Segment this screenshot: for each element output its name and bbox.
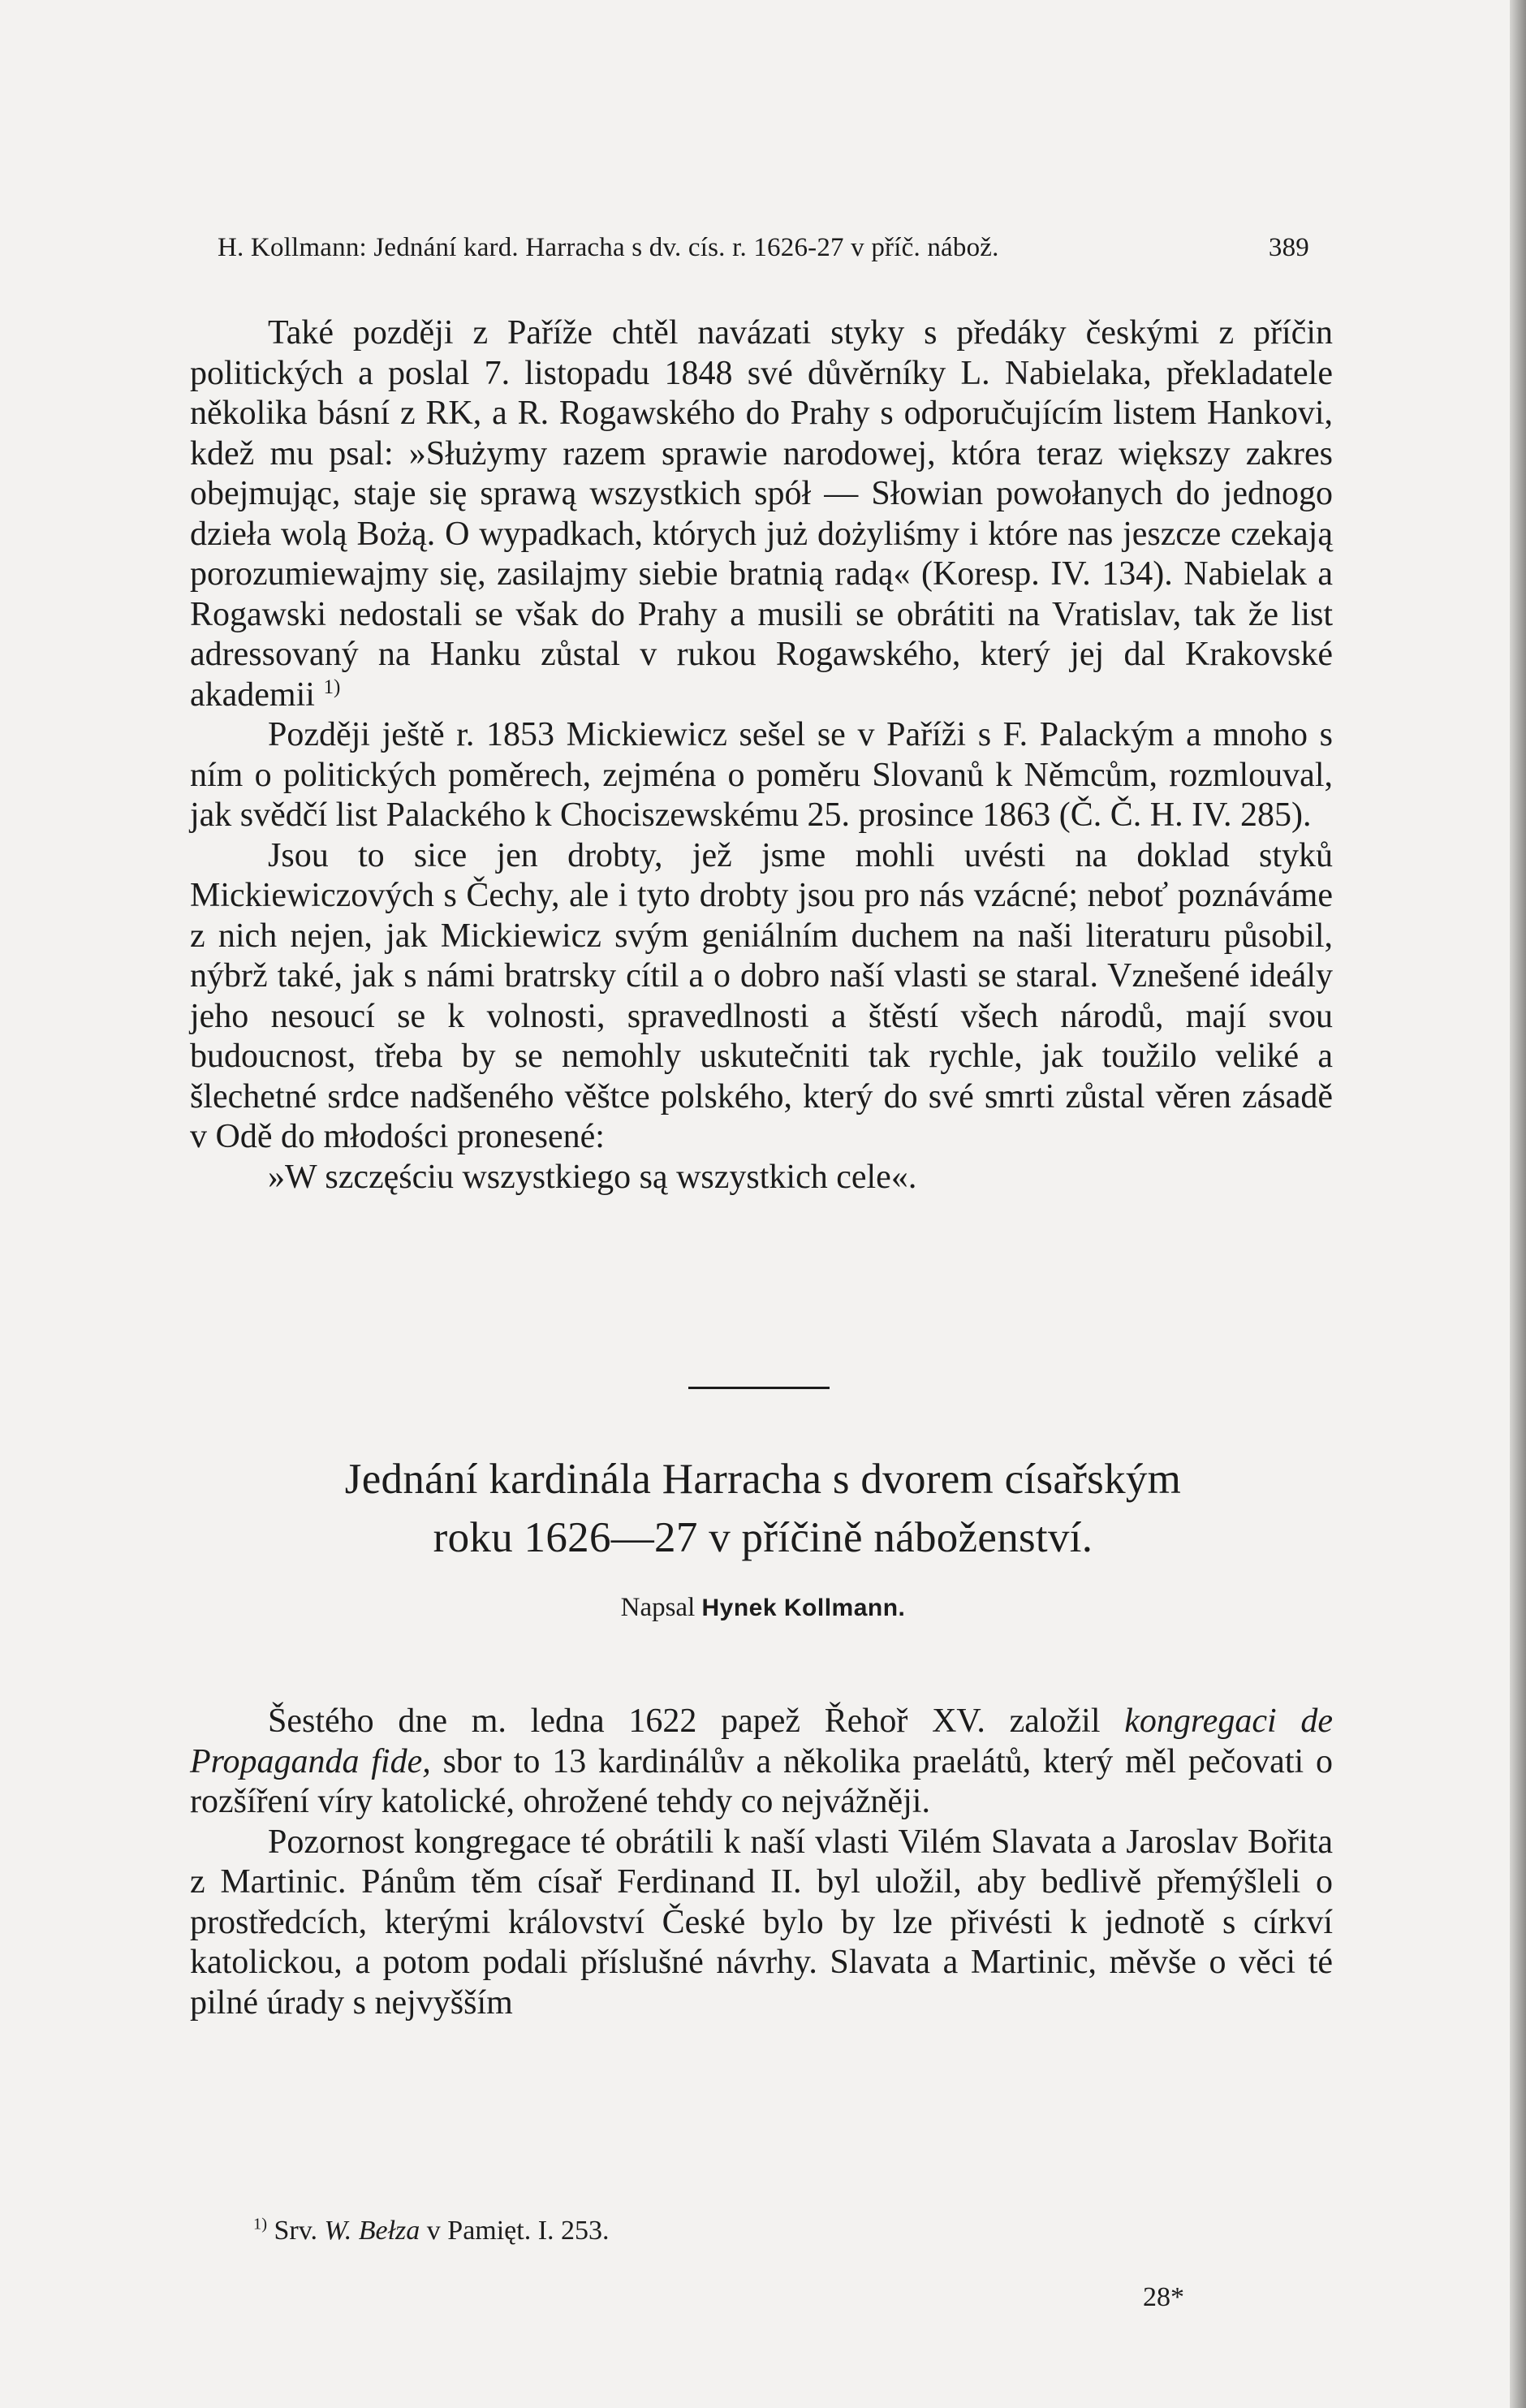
running-head-title: H. Kollmann: Jednání kard. Harracha s dv. cís. r. 1626-27 v příč. nábož. <box>218 233 999 262</box>
footnote-mark: 1) <box>253 2215 267 2233</box>
section-divider <box>688 1387 830 1389</box>
byline-prefix: Napsal <box>620 1593 696 1622</box>
article-title-line-2: roku 1626—27 v příčině náboženství. <box>433 1514 1093 1561</box>
paragraph: Šestého dne m. ledna 1622 papež Řehoř XV. založil kongregaci de Propaganda fide, sbor to 13 kardinálův a několika praelátů, který měl pečovati o rozšíření víry katolické, ohrožené tehdy co nejvážněji. <box>190 1702 1334 1820</box>
footnote: $^{1)}$ Srv. W. Bełza v Pamięt. I. 253. <box>253 2215 610 2246</box>
running-head <box>218 231 1309 264</box>
quote-line: »W szczęściu wszystkiego są wszystkich cele«. <box>268 1158 917 1196</box>
footnote-italic: W. Bełza <box>324 2216 420 2246</box>
paragraph: Také později z Paříže chtěl navázati styky s předáky českými z příčin politických a poslal 7. listopadu 1848 své důvěrníky L. Nabielaka, překladatele několika básní z RK, a R. Rogawského do Prahy s odporučujícím listem Hankovi, kdež mu psal: »Służymy razem sprawie narodowej, która teraz większy zakres obejmując, staje się sprawą wszystkich spół — Słowian powołanych do jednogo dzieła wolą Bożą. O wypadkach, których już dożyliśmy i które nas jeszcze czekają porozumiewajmy się, zasilajmy siebie bratnią radą« (Koresp. IV. 134). Nabielak a Rogawski nedostali se však do Prahy a musili se obrátiti na Vratislav, tak že list adressovaný na Hanku zůstal v rukou Rogawského, který jej dal Krakovské akademii $^{1)}$ <box>190 314 1333 714</box>
signature-mark: 28* <box>1143 2282 1184 2312</box>
paragraph: Jsou to sice jen drobty, jež jsme mohli uvésti na doklad styků Mickiewiczových s Čechy, ale i tyto drobty jsou pro nás vzácné; neboť poznáváme z nich nejen, jak Mickiewicz svým geniálním duchem na naši literaturu působil, nýbrž také, jak s námi bratrsky cítil a o dobro naší vlasti se staral. Vznešené ideály jeho nesoucí se k volnosti, spravedlnosti a štěstí všech národů, mají svou budoucnost, třeba by se nemohly uskutečniti tak rychle, jak toužilo veliké a šlechetné srdce nadšeného věštce polského, který do své smrti zůstal věren zásadě v Odě do młodości pronesené: <box>190 836 1333 1155</box>
paragraph: Pozornost kongregace té obrátili k naší vlasti Vilém Slavata a Jaroslav Bořita z Martinic. Pánům těm císař Ferdinand II. byl uložil, aby bedlivě přemýšleli o prostředcích, kterými království České bylo by lze přivésti k jednotě s církví katolickou, a potom podali příslušné návrhy. Slavata a Martinic, měvše o věci té pilné úrady s nejvyšším <box>190 1823 1333 2022</box>
page-number: 389 <box>1268 233 1309 262</box>
byline <box>0 1591 1526 1625</box>
footnote-reference: 1) <box>323 675 341 698</box>
previous-article-text <box>190 313 1333 1198</box>
paragraph: Později ještě r. 1853 Mickiewicz sešel se v Paříži s F. Palackým a mnoho s ním o politických poměrech, zejména o poměru Slovanů k Němcům, rozmlouval, jak svědčí list Palackého k Chociszewskému 25. prosince 1863 (Č. Č. H. IV. 285). <box>190 716 1333 834</box>
article-title-line-1: Jednání kardinála Harracha s dvorem císařským <box>344 1456 1182 1503</box>
article-body <box>190 1702 1333 2023</box>
italic-phrase: kongregaci de Propaganda fide, <box>190 1702 1334 1780</box>
page-edge-shadow <box>1510 0 1526 2408</box>
author-name: Hynek Kollmann. <box>701 1595 906 1621</box>
